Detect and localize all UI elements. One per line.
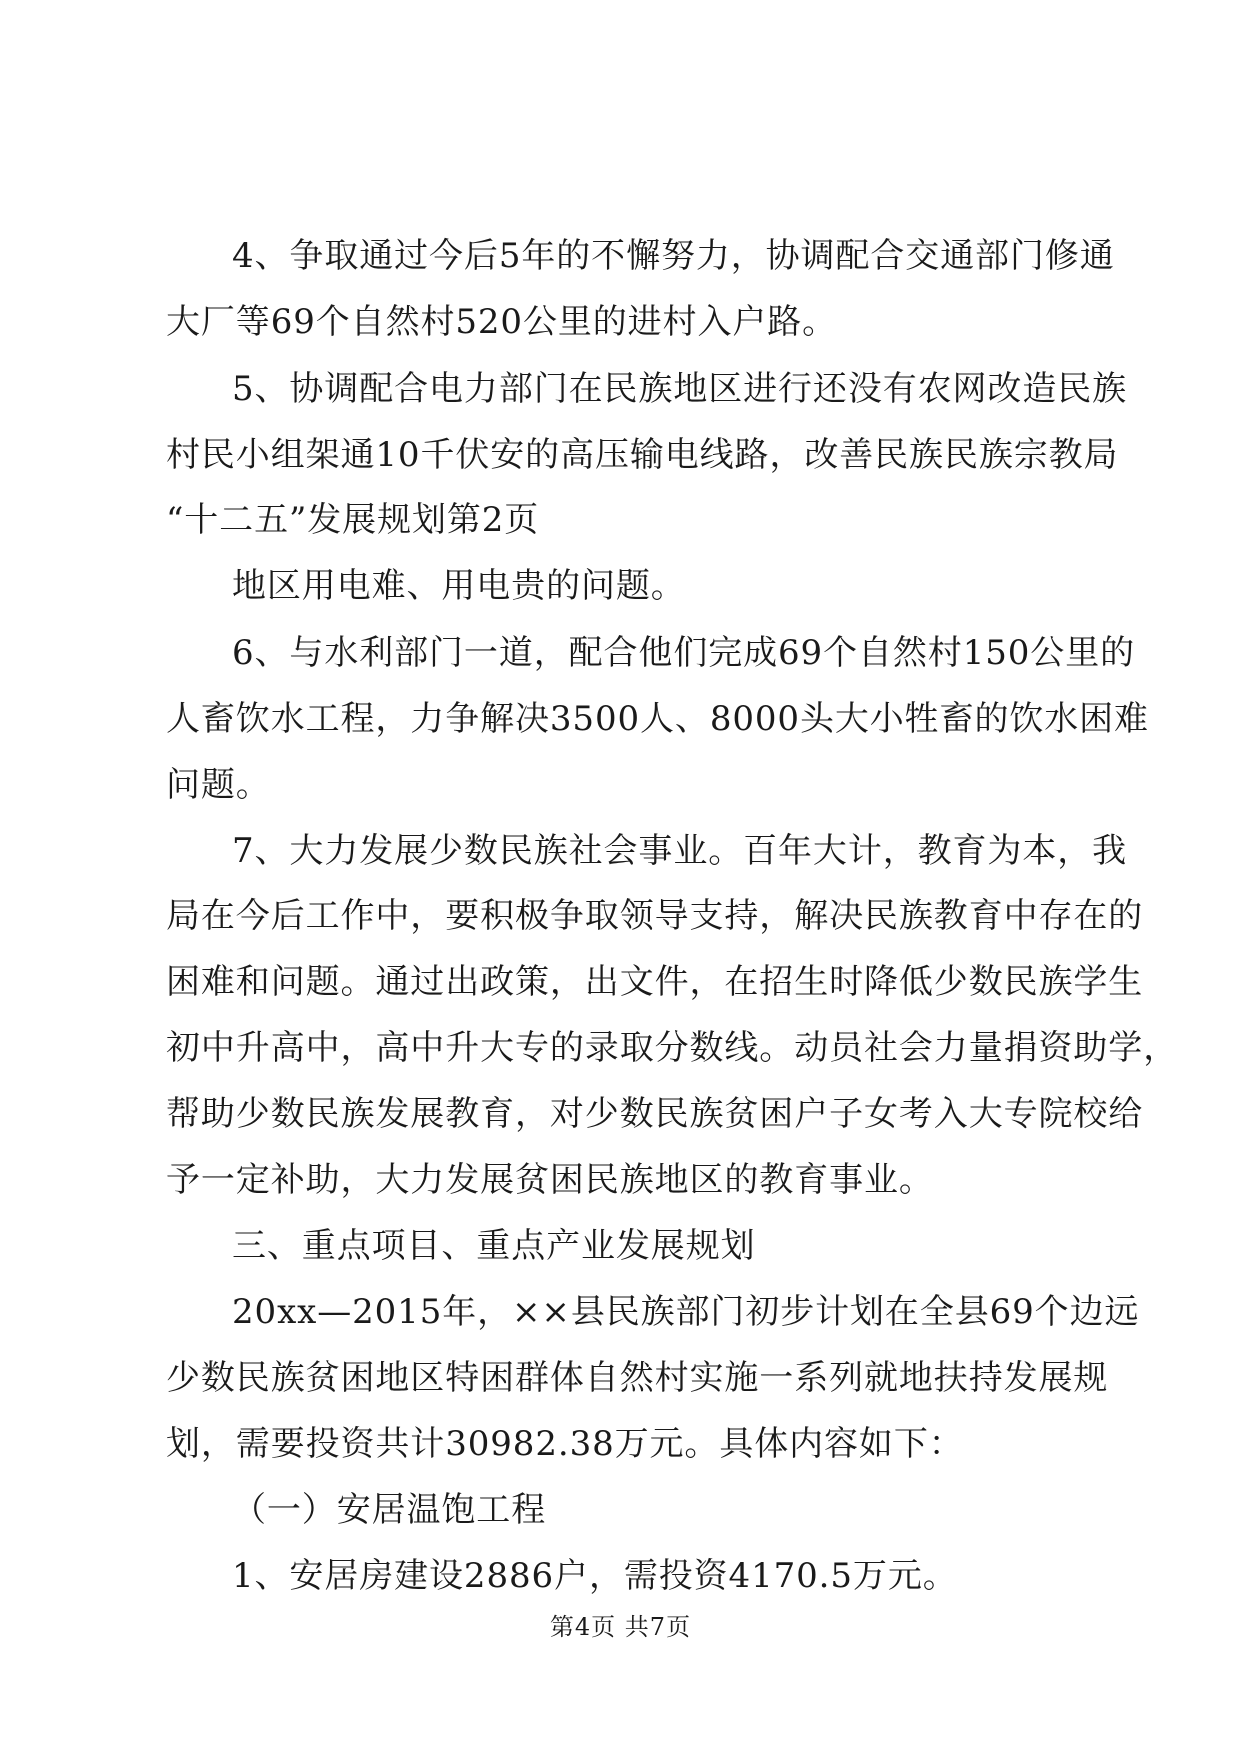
text-line: 7、大力发展少数民族社会事业。百年大计，教育为本，我 [232,831,1128,871]
subsection-heading: （一）安居温饱工程 [232,1490,547,1530]
text-line: 20xx—2015年，××县民族部门初步计划在全县69个边远 [232,1292,1140,1332]
text-line: 人畜饮水工程，力争解决3500人、8000头大小牲畜的饮水困难 [166,699,1149,739]
text-line: 1、安居房建设2886户，需投资4170.5万元。 [232,1556,958,1596]
text-line: 6、与水利部门一道，配合他们完成69个自然村150公里的 [232,633,1135,673]
text-line: 予一定补助，大力发展贫困民族地区的教育事业。 [166,1160,934,1200]
text-line: 初中升高中，高中升大专的录取分数线。动员社会力量捐资助学， [166,1028,1179,1068]
text-line: 4、争取通过今后5年的不懈努力，协调配合交通部门修通 [232,236,1115,276]
page-footer: 第4页 共7页 [549,1613,692,1641]
text-line: 划，需要投资共计30982.38万元。具体内容如下： [166,1424,964,1464]
text-line: 局在今后工作中，要积极争取领导支持，解决民族教育中存在的 [166,896,1144,936]
text-line: 村民小组架通10千伏安的高压输电线路，改善民族民族宗教局 [166,435,1119,475]
text-line: 困难和问题。通过出政策，出文件，在招生时降低少数民族学生 [166,962,1144,1002]
text-line: 少数民族贫困地区特困群体自然村实施一系列就地扶持发展规 [166,1358,1109,1398]
text-line: 帮助少数民族发展教育，对少数民族贫困户子女考入大专院校给 [166,1094,1144,1134]
text-line: 问题。 [166,765,271,805]
section-heading: 三、重点项目、重点产业发展规划 [232,1226,756,1266]
text-line: 地区用电难、用电贵的问题。 [232,566,686,606]
text-line: 大厂等69个自然村520公里的进村入户路。 [166,302,838,342]
text-line: “十二五”发展规划第2页 [166,500,540,540]
text-line: 5、协调配合电力部门在民族地区进行还没有农网改造民族 [232,369,1128,409]
